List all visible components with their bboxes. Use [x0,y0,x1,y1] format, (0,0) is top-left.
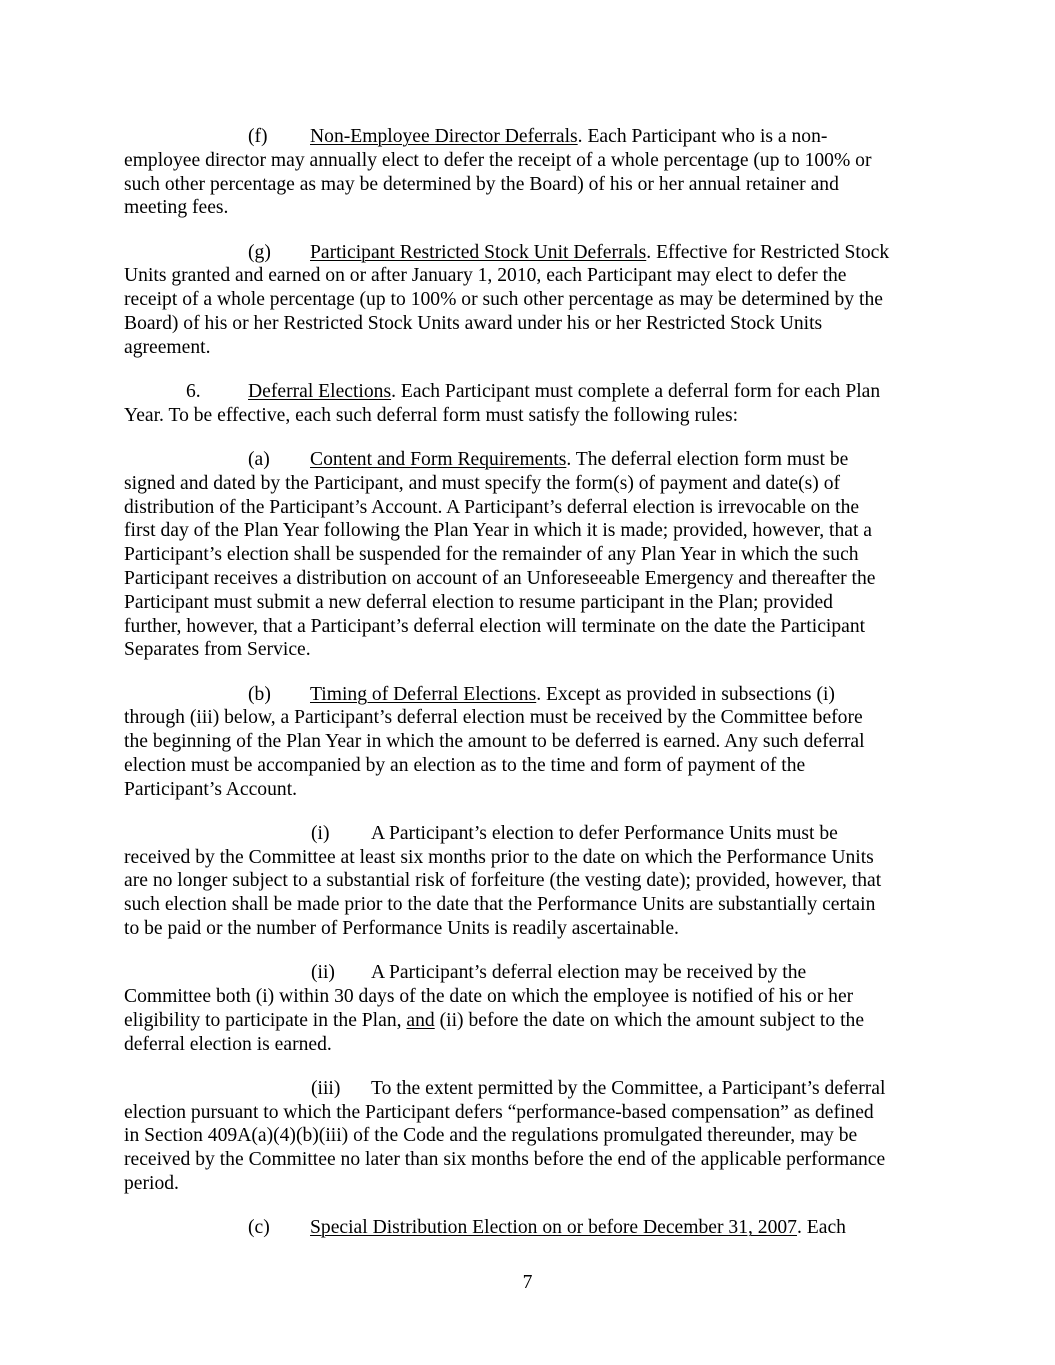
section-g-line-5: agreement. [124,336,211,358]
section-g-text: . Effective for Restricted Stock [646,241,890,263]
section-f-line-2: employee director may annually elect to defer the receipt of a whole percentage (up to 100% or [124,149,872,171]
section-b-iii-line-3: in Section 409A(a)(4)(b)(iii) of the Code and the regulations promulgated thereunder, may be [124,1125,858,1147]
section-b-ii-line-1 [124,961,930,985]
section-b-iii [124,1077,930,1196]
section-b-iii-line-2: election pursuant to which the Participant defers “performance-based compensation” as defined [124,1101,874,1123]
section-b-line-1 [124,683,930,707]
section-a-marker: (a) [248,448,270,470]
section-b-ii-marker: (ii) [311,962,335,984]
section-a-text: . The deferral election form must be [566,448,849,470]
section-b-iii-line-5: period. [124,1173,179,1195]
section-f-heading: Non-Employee Director Deferrals [310,126,578,147]
section-b [124,683,930,802]
section-b-i-line-3: are no longer subject to a substantial risk of forfeiture (the vesting date); provided, however, that [124,870,882,892]
section-a-line-4: first day of the Plan Year following the Plan Year in which it is made; provided, however, that a [124,520,872,542]
section-g-line-3: receipt of a whole percentage (up to 100% or such other percentage as may be determined by the [124,289,883,311]
section-b-line-5: Participant’s Account. [124,778,298,800]
section-6-line-1 [124,380,930,404]
page-number: 7 [522,1272,533,1293]
section-b-iii-line-1 [124,1077,930,1101]
section-a [124,448,930,662]
section-b-ii [124,961,930,1056]
section-b-line-3: the beginning of the Plan Year in which the amount to be deferred is earned. Any such deferral [124,731,865,753]
section-g-line-1 [124,241,930,265]
section-b-line-2: through (iii) below, a Participant’s deferral election must be received by the Committee before [124,707,863,729]
section-c-marker: (c) [248,1217,270,1239]
section-b-i-line-4: such election shall be made prior to the date that the Performance Units are substantially certain [124,894,876,916]
section-b-i-line-5: to be paid or the number of Performance Units is readily ascertainable. [124,918,679,940]
section-c-text: . Each [796,1217,846,1239]
section-a-line-1 [124,448,930,472]
section-b-i-line-2: received by the Committee at least six months prior to the date on which the Performance Units [124,846,874,868]
section-b-iii-line-4: received by the Committee no later than six months before the end of the applicable performance [124,1149,886,1171]
section-6-line-2: Year. To be effective, each such deferral form must satisfy the following rules: [124,404,739,426]
section-b-ii-line-3-end: (ii) before the date on which the amount subject to the [434,1009,865,1031]
section-6-text: . Each Participant must complete a deferral form for each Plan [391,380,881,402]
section-f-line-4: meeting fees. [124,197,229,219]
section-g [124,241,930,360]
section-b-iii-marker: (iii) [311,1077,341,1099]
section-b-text: . Except as provided in subsections (i) [536,683,835,705]
section-f-line-1 [124,125,930,149]
section-a-line-9: Separates from Service. [124,639,311,661]
section-c-heading: Special Distribution Election on or before December 31, 2007 [310,1217,797,1239]
section-f-line-3: such other percentage as may be determined by the Board) of his or her annual retainer and [124,173,839,195]
section-b-ii-line-3 [124,1009,930,1033]
section-a-heading: Content and Form Requirements [310,448,567,470]
section-g-line-4: Board) of his or her Restricted Stock Units award under his or her Restricted Stock Units [124,312,823,334]
section-b-ii-line-2: Committee both (i) within 30 days of the date on which the employee is notified of his or her [124,986,854,1008]
section-6-heading: Deferral Elections [248,380,392,402]
section-b-i-text: A Participant’s election to defer Performance Units must be [371,822,838,844]
section-b-ii-line-4: deferral election is earned. [124,1033,332,1055]
section-a-line-7: Participant must submit a new deferral election to resume participant in the Plan; provided [124,591,833,613]
section-c-line-1 [124,1216,930,1240]
section-b-i [124,822,930,941]
section-c [124,1216,930,1240]
section-b-marker: (b) [248,683,271,705]
section-6-marker: 6. [186,380,201,402]
section-6 [124,380,930,428]
section-f-text: . Each Participant who is a non- [577,126,828,147]
section-g-marker: (g) [248,241,271,263]
section-b-ii-line-3-start: eligibility to participate in the Plan, [124,1009,407,1031]
section-a-line-5: Participant’s election shall be suspended for the remainder of any Plan Year in which the such [124,544,859,566]
section-a-line-8: further, however, that a Participant’s deferral election will terminate on the date the Participant [124,615,866,637]
section-b-ii-underlined-and: and [406,1009,435,1031]
section-g-line-2: Units granted and earned on or after January 1, 2010, each Participant may elect to defer the [124,265,847,287]
section-a-line-6: Participant receives a distribution on account of an Unforeseeable Emergency and thereafter the [124,567,876,589]
section-b-i-line-1 [124,822,930,846]
section-f-marker: (f) [248,126,268,147]
document-page [124,125,930,1240]
section-b-iii-text: To the extent permitted by the Committee, a Participant’s deferral [371,1077,886,1099]
section-b-i-marker: (i) [311,822,330,844]
section-b-heading: Timing of Deferral Elections [310,683,537,705]
section-b-ii-text: A Participant’s deferral election may be received by the [371,962,807,984]
section-g-heading: Participant Restricted Stock Unit Deferrals [310,241,647,263]
section-a-line-3: distribution of the Participant’s Account. A Participant’s deferral election is irrevocable on the [124,496,860,518]
section-b-line-4: election must be accompanied by an election as to the time and form of payment of the [124,754,806,776]
section-a-line-2: signed and dated by the Participant, and must specify the form(s) of payment and date(s) of [124,472,841,494]
section-f [124,125,930,220]
